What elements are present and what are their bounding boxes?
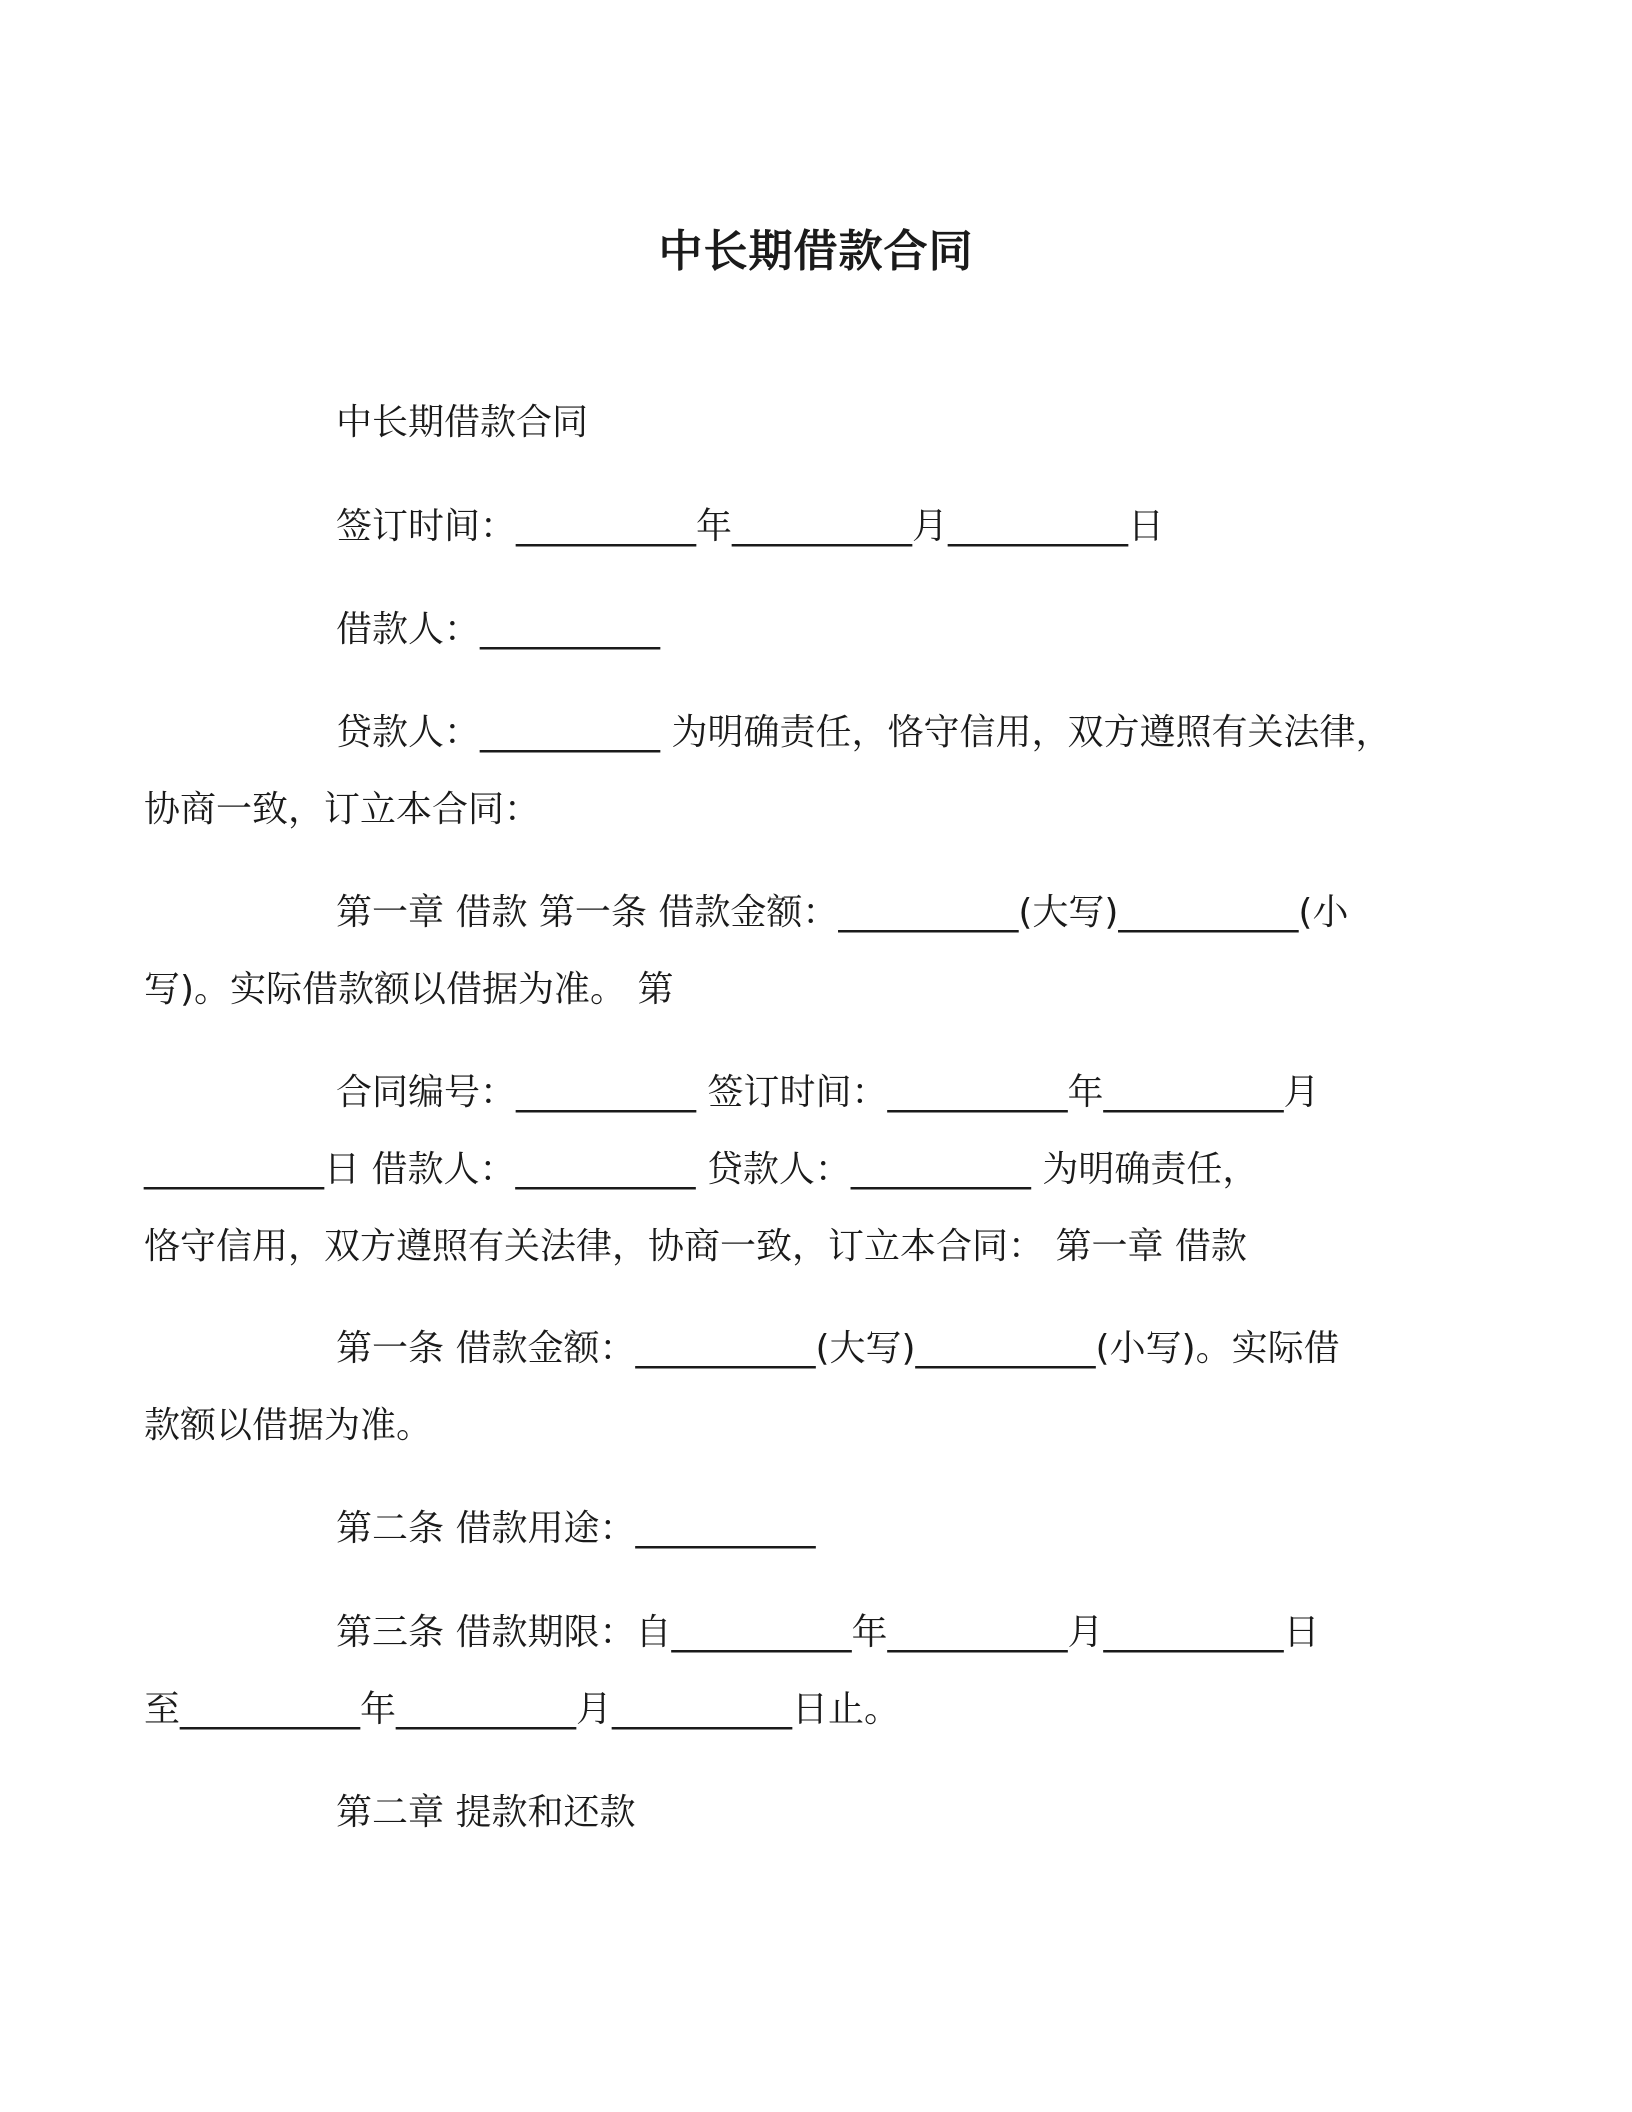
paragraph-line: 第一章 借款 第一条 借款金额：__________(大写)__________(小 bbox=[336, 892, 1349, 933]
paragraph-borrower bbox=[240, 591, 1420, 668]
paragraph-line: 写)。实际借款额以借据为准。 第 bbox=[144, 969, 674, 1010]
paragraph-line: 贷款人：__________ 为明确责任，恪守信用，双方遵照有关法律， bbox=[336, 712, 1392, 753]
paragraph-line: 恪守信用，双方遵照有关法律，协商一致，订立本合同： 第一章 借款 bbox=[144, 1226, 1247, 1267]
paragraph-signing-date bbox=[240, 488, 1420, 565]
paragraph-line: 至__________年__________月__________日止。 bbox=[144, 1689, 901, 1730]
paragraph-contract-number bbox=[144, 1054, 1420, 1285]
paragraph-line: 第三条 借款期限：自__________年__________月__________日 bbox=[336, 1612, 1320, 1653]
paragraph-chapter-one bbox=[144, 874, 1420, 1028]
paragraph-line: __________日 借款人：__________ 贷款人：__________ 为明确责任， bbox=[144, 1149, 1259, 1190]
paragraph-line: 第一条 借款金额：__________(大写)__________(小写)。实际借 bbox=[336, 1328, 1340, 1369]
paragraph-line: 中长期借款合同 bbox=[336, 402, 589, 443]
paragraph-line: 签订时间：__________年__________月__________日 bbox=[336, 506, 1165, 547]
paragraph-line: 协商一致，订立本合同： bbox=[144, 789, 541, 830]
paragraph-article-three bbox=[144, 1594, 1420, 1748]
paragraph-line: 款额以借据为准。 bbox=[144, 1405, 433, 1446]
document-title: 中长期借款合同 bbox=[658, 226, 974, 277]
paragraph-article-one bbox=[144, 1310, 1420, 1464]
paragraph-chapter-two bbox=[240, 1774, 1420, 1851]
paragraph-line: 第二条 借款用途：__________ bbox=[336, 1508, 816, 1549]
paragraph-article-two bbox=[240, 1490, 1420, 1567]
paragraph-heading bbox=[240, 384, 1420, 461]
paragraph-lender bbox=[144, 694, 1420, 848]
paragraph-line: 合同编号：__________ 签订时间：__________年__________月 bbox=[336, 1072, 1320, 1113]
paragraph-line: 借款人：__________ bbox=[336, 609, 661, 650]
paragraph-line: 第二章 提款和还款 bbox=[336, 1792, 636, 1833]
